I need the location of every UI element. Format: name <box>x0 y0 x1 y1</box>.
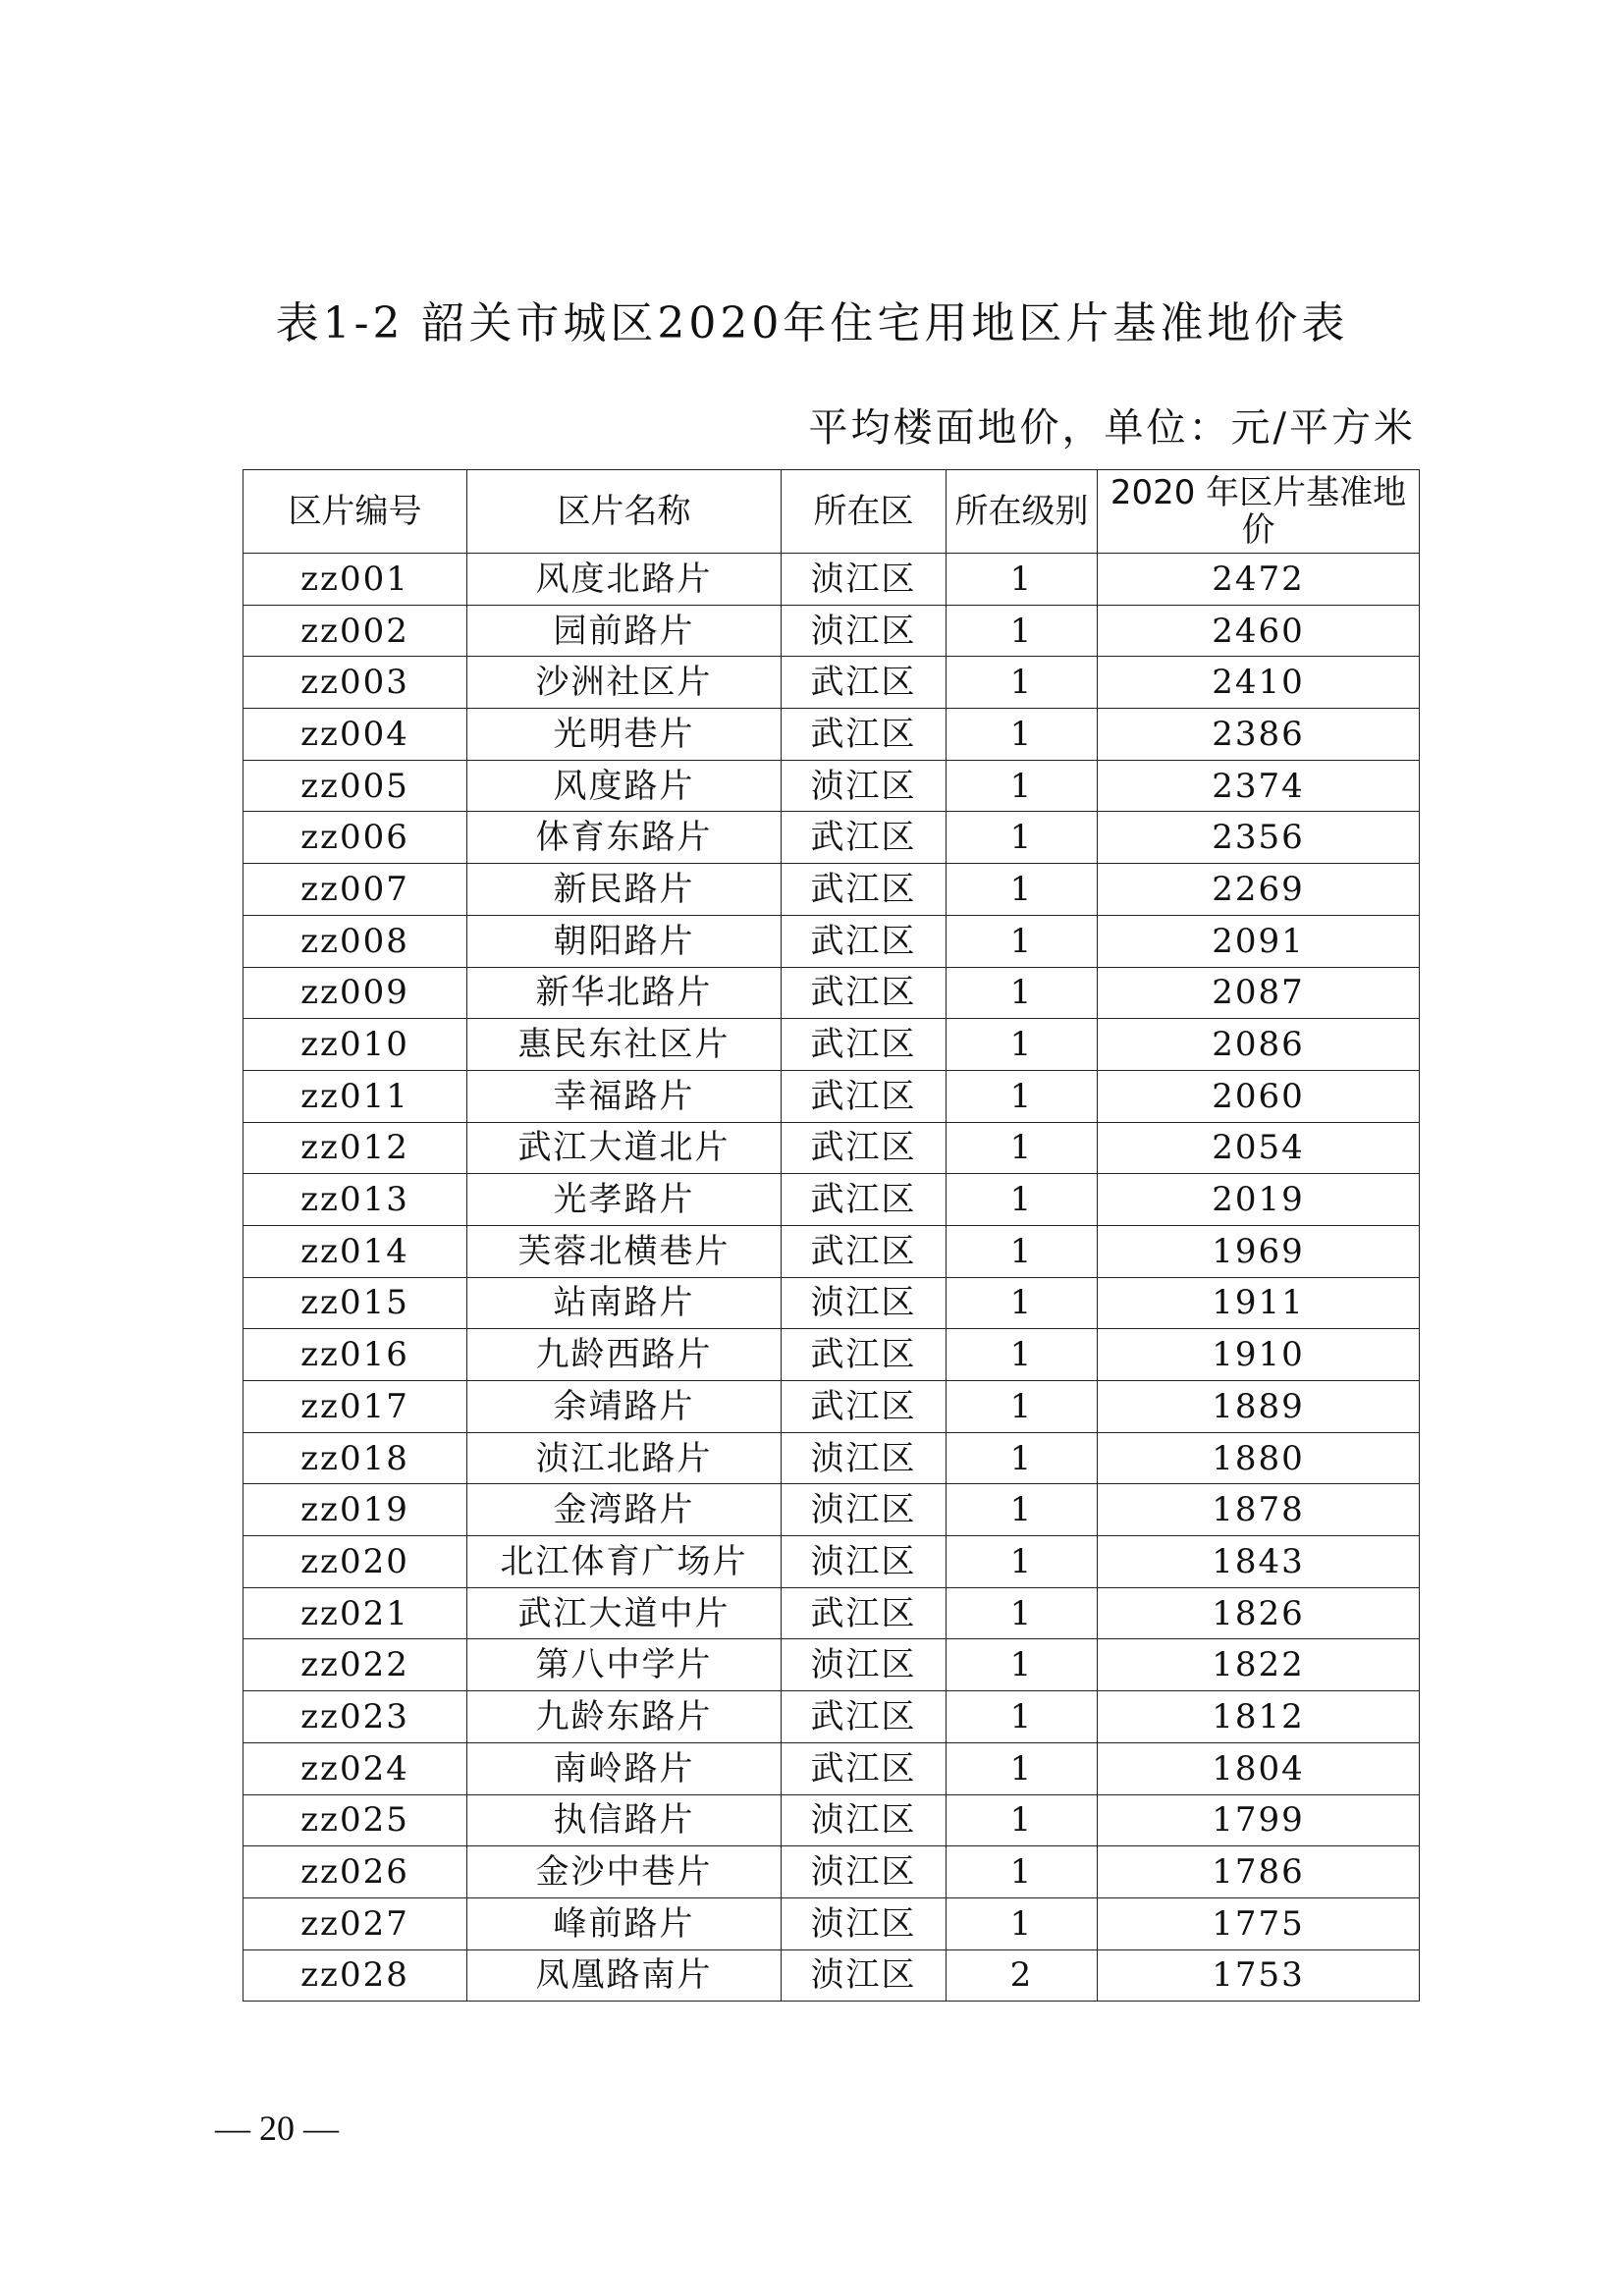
cell-price: 2269 <box>1098 864 1420 916</box>
cell-district: 武江区 <box>782 1122 947 1174</box>
table-title: 表1-2 韶关市城区2020年住宅用地区片基准地价表 <box>275 298 1349 348</box>
cell-level: 1 <box>947 1587 1098 1639</box>
table-row <box>244 554 1420 606</box>
cell-name: 执信路片 <box>467 1794 782 1846</box>
cell-level: 1 <box>947 864 1098 916</box>
cell-level: 1 <box>947 1691 1098 1743</box>
cell-district: 浈江区 <box>782 1277 947 1329</box>
cell-name: 余靖路片 <box>467 1381 782 1433</box>
cell-code: zz006 <box>244 812 467 864</box>
cell-price: 1878 <box>1098 1484 1420 1536</box>
table-row <box>244 1225 1420 1277</box>
cell-price: 1822 <box>1098 1639 1420 1691</box>
cell-level: 1 <box>947 1484 1098 1536</box>
header-price: 2020 年区片基准地价 <box>1098 470 1420 554</box>
table-row <box>244 1587 1420 1639</box>
cell-level: 1 <box>947 605 1098 657</box>
cell-name: 朝阳路片 <box>467 915 782 967</box>
cell-name: 站南路片 <box>467 1277 782 1329</box>
cell-district: 浈江区 <box>782 1536 947 1588</box>
cell-price: 1799 <box>1098 1794 1420 1846</box>
cell-district: 浈江区 <box>782 1846 947 1898</box>
cell-code: zz003 <box>244 657 467 709</box>
table-row <box>244 1432 1420 1484</box>
cell-level: 1 <box>947 915 1098 967</box>
cell-price: 2087 <box>1098 967 1420 1019</box>
cell-price: 1880 <box>1098 1432 1420 1484</box>
cell-district: 浈江区 <box>782 1949 947 2002</box>
cell-name: 幸福路片 <box>467 1070 782 1122</box>
cell-district: 浈江区 <box>782 1897 947 1949</box>
table-body <box>244 554 1420 2002</box>
cell-name: 新民路片 <box>467 864 782 916</box>
cell-level: 1 <box>947 1742 1098 1794</box>
cell-level: 1 <box>947 657 1098 709</box>
cell-price: 2356 <box>1098 812 1420 864</box>
cell-code: zz022 <box>244 1639 467 1691</box>
cell-district: 浈江区 <box>782 1432 947 1484</box>
header-name: 区片名称 <box>467 470 782 554</box>
unit-note: 平均楼面地价，单位：元/平方米 <box>808 405 1416 451</box>
cell-district: 武江区 <box>782 709 947 761</box>
cell-name: 武江大道北片 <box>467 1122 782 1174</box>
cell-price: 2386 <box>1098 709 1420 761</box>
table-header <box>244 470 1420 554</box>
cell-price: 1812 <box>1098 1691 1420 1743</box>
table-row <box>244 1277 1420 1329</box>
cell-district: 武江区 <box>782 1225 947 1277</box>
cell-name: 北江体育广场片 <box>467 1536 782 1588</box>
cell-name: 九龄东路片 <box>467 1691 782 1743</box>
cell-district: 武江区 <box>782 1691 947 1743</box>
cell-price: 2410 <box>1098 657 1420 709</box>
cell-code: zz013 <box>244 1174 467 1226</box>
cell-price: 2019 <box>1098 1174 1420 1226</box>
cell-name: 南岭路片 <box>467 1742 782 1794</box>
cell-code: zz001 <box>244 554 467 606</box>
cell-level: 1 <box>947 1794 1098 1846</box>
cell-name: 武江大道中片 <box>467 1587 782 1639</box>
header-district: 所在区 <box>782 470 947 554</box>
cell-code: zz007 <box>244 864 467 916</box>
cell-code: zz015 <box>244 1277 467 1329</box>
cell-code: zz024 <box>244 1742 467 1794</box>
cell-level: 1 <box>947 1432 1098 1484</box>
cell-price: 1843 <box>1098 1536 1420 1588</box>
cell-code: zz010 <box>244 1019 467 1071</box>
cell-code: zz017 <box>244 1381 467 1433</box>
cell-price: 2054 <box>1098 1122 1420 1174</box>
cell-code: zz025 <box>244 1794 467 1846</box>
cell-level: 2 <box>947 1949 1098 2002</box>
cell-code: zz018 <box>244 1432 467 1484</box>
cell-level: 1 <box>947 1070 1098 1122</box>
cell-price: 2460 <box>1098 605 1420 657</box>
table-row <box>244 605 1420 657</box>
cell-level: 1 <box>947 760 1098 812</box>
table-row <box>244 1536 1420 1588</box>
cell-price: 1911 <box>1098 1277 1420 1329</box>
cell-district: 浈江区 <box>782 1484 947 1536</box>
cell-name: 金湾路片 <box>467 1484 782 1536</box>
cell-price: 1804 <box>1098 1742 1420 1794</box>
table-row <box>244 1846 1420 1898</box>
cell-code: zz020 <box>244 1536 467 1588</box>
table-row <box>244 1381 1420 1433</box>
cell-level: 1 <box>947 1225 1098 1277</box>
cell-district: 武江区 <box>782 1174 947 1226</box>
cell-district: 武江区 <box>782 1070 947 1122</box>
table-row <box>244 1070 1420 1122</box>
cell-name: 新华北路片 <box>467 967 782 1019</box>
cell-district: 浈江区 <box>782 605 947 657</box>
cell-price: 1775 <box>1098 1897 1420 1949</box>
cell-level: 1 <box>947 1174 1098 1226</box>
cell-level: 1 <box>947 1897 1098 1949</box>
cell-price: 1753 <box>1098 1949 1420 2002</box>
cell-name: 凤凰路南片 <box>467 1949 782 2002</box>
cell-code: zz027 <box>244 1897 467 1949</box>
cell-name: 光孝路片 <box>467 1174 782 1226</box>
cell-level: 1 <box>947 812 1098 864</box>
table-row <box>244 1484 1420 1536</box>
cell-code: zz019 <box>244 1484 467 1536</box>
cell-level: 1 <box>947 709 1098 761</box>
cell-price: 2374 <box>1098 760 1420 812</box>
cell-name: 第八中学片 <box>467 1639 782 1691</box>
table-row <box>244 760 1420 812</box>
cell-district: 武江区 <box>782 657 947 709</box>
cell-price: 1910 <box>1098 1329 1420 1381</box>
cell-name: 峰前路片 <box>467 1897 782 1949</box>
table-row <box>244 864 1420 916</box>
cell-district: 武江区 <box>782 1019 947 1071</box>
cell-price: 2472 <box>1098 554 1420 606</box>
cell-name: 九龄西路片 <box>467 1329 782 1381</box>
cell-district: 武江区 <box>782 967 947 1019</box>
cell-district: 武江区 <box>782 812 947 864</box>
cell-district: 浈江区 <box>782 1794 947 1846</box>
table-row <box>244 1691 1420 1743</box>
cell-name: 光明巷片 <box>467 709 782 761</box>
cell-code: zz008 <box>244 915 467 967</box>
table-row <box>244 657 1420 709</box>
cell-name: 芙蓉北横巷片 <box>467 1225 782 1277</box>
table-row <box>244 1742 1420 1794</box>
cell-code: zz014 <box>244 1225 467 1277</box>
cell-district: 武江区 <box>782 864 947 916</box>
cell-code: zz004 <box>244 709 467 761</box>
cell-level: 1 <box>947 554 1098 606</box>
cell-level: 1 <box>947 1639 1098 1691</box>
table-row <box>244 709 1420 761</box>
land-price-table <box>243 469 1420 2002</box>
cell-district: 浈江区 <box>782 554 947 606</box>
table-row <box>244 1794 1420 1846</box>
cell-price: 2060 <box>1098 1070 1420 1122</box>
table-row <box>244 967 1420 1019</box>
cell-code: zz009 <box>244 967 467 1019</box>
page-number: — 20 — <box>215 2109 339 2148</box>
cell-price: 2091 <box>1098 915 1420 967</box>
cell-code: zz023 <box>244 1691 467 1743</box>
cell-district: 浈江区 <box>782 760 947 812</box>
cell-price: 1786 <box>1098 1846 1420 1898</box>
table-row <box>244 1174 1420 1226</box>
cell-code: zz011 <box>244 1070 467 1122</box>
cell-code: zz028 <box>244 1949 467 2002</box>
cell-name: 沙洲社区片 <box>467 657 782 709</box>
cell-name: 风度北路片 <box>467 554 782 606</box>
cell-price: 1889 <box>1098 1381 1420 1433</box>
cell-level: 1 <box>947 1381 1098 1433</box>
cell-name: 浈江北路片 <box>467 1432 782 1484</box>
cell-code: zz021 <box>244 1587 467 1639</box>
cell-name: 金沙中巷片 <box>467 1846 782 1898</box>
cell-level: 1 <box>947 1277 1098 1329</box>
table-row <box>244 1897 1420 1949</box>
table-row <box>244 1949 1420 2002</box>
cell-district: 武江区 <box>782 1742 947 1794</box>
cell-name: 风度路片 <box>467 760 782 812</box>
cell-name: 园前路片 <box>467 605 782 657</box>
cell-price: 1969 <box>1098 1225 1420 1277</box>
cell-price: 1826 <box>1098 1587 1420 1639</box>
cell-district: 浈江区 <box>782 1639 947 1691</box>
cell-district: 武江区 <box>782 1587 947 1639</box>
cell-level: 1 <box>947 1536 1098 1588</box>
cell-level: 1 <box>947 967 1098 1019</box>
header-row <box>244 470 1420 554</box>
table-row <box>244 1639 1420 1691</box>
cell-name: 惠民东社区片 <box>467 1019 782 1071</box>
cell-level: 1 <box>947 1329 1098 1381</box>
table-row <box>244 1122 1420 1174</box>
table-row <box>244 812 1420 864</box>
cell-code: zz026 <box>244 1846 467 1898</box>
cell-level: 1 <box>947 1846 1098 1898</box>
table-row <box>244 1329 1420 1381</box>
cell-code: zz012 <box>244 1122 467 1174</box>
cell-level: 1 <box>947 1019 1098 1071</box>
cell-price: 2086 <box>1098 1019 1420 1071</box>
cell-district: 武江区 <box>782 915 947 967</box>
cell-district: 武江区 <box>782 1329 947 1381</box>
header-code: 区片编号 <box>244 470 467 554</box>
cell-code: zz005 <box>244 760 467 812</box>
table-row <box>244 915 1420 967</box>
header-level: 所在级别 <box>947 470 1098 554</box>
cell-code: zz016 <box>244 1329 467 1381</box>
cell-name: 体育东路片 <box>467 812 782 864</box>
cell-district: 武江区 <box>782 1381 947 1433</box>
cell-code: zz002 <box>244 605 467 657</box>
cell-level: 1 <box>947 1122 1098 1174</box>
table-row <box>244 1019 1420 1071</box>
